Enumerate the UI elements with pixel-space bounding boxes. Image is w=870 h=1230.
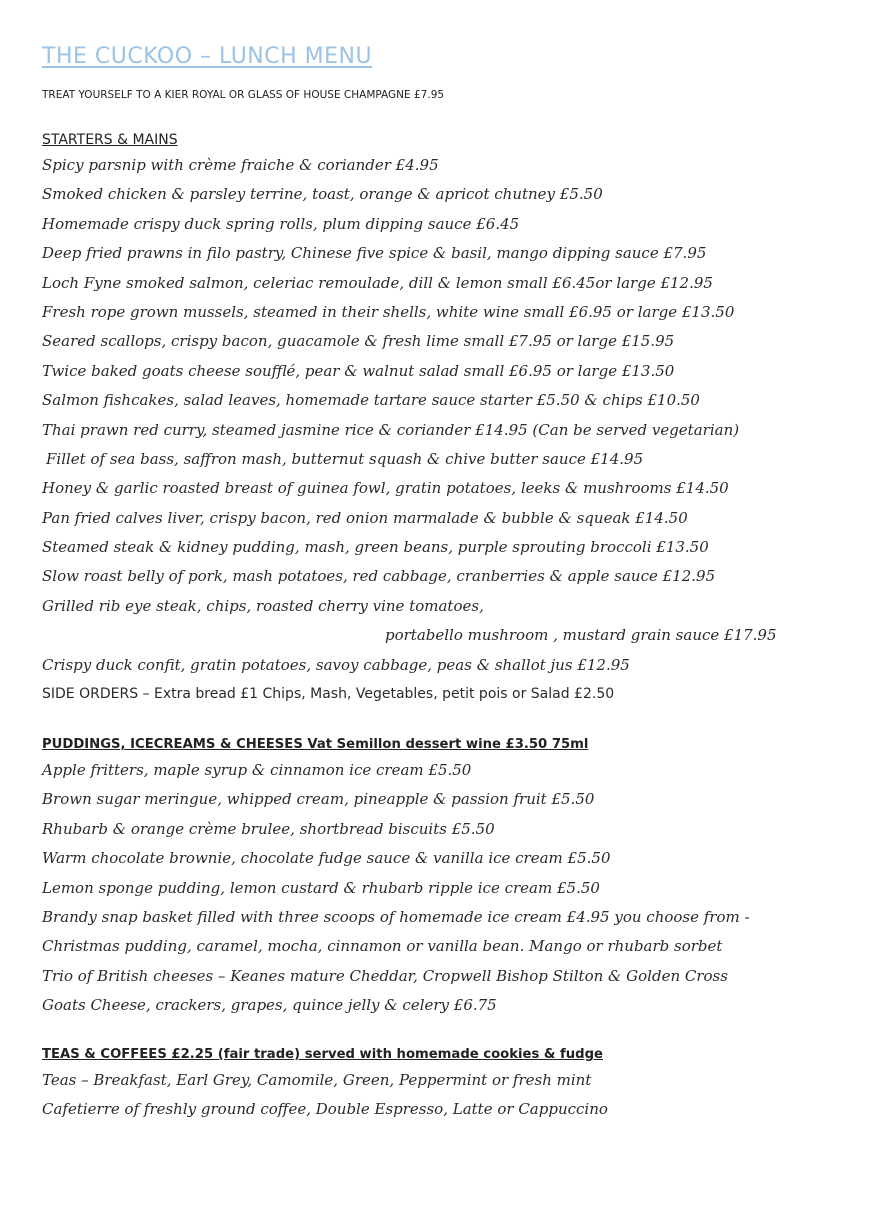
side-orders: SIDE ORDERS – Extra bread £1 Chips, Mash, Vegetables, petit pois or Salad £2.50 [42,686,615,703]
menu-item: Slow roast belly of pork, mash potatoes, red cabbage, cranberries & apple sauce £12.95 [42,567,716,586]
champagne-tagline: TREAT YOURSELF TO A KIER ROYAL OR GLASS OF HOUSE CHAMPAGNE £7.95 [42,89,445,101]
menu-item: Christmas pudding, caramel, mocha, cinnamon or vanilla bean. Mango or rhubarb sorbet [42,937,723,956]
menu-item: Salmon fishcakes, salad leaves, homemade tartare sauce starter £5.50 & chips £10.50 [42,391,700,410]
menu-item: Smoked chicken & parsley terrine, toast, orange & apricot chutney £5.50 [42,185,603,204]
menu-item: Pan fried calves liver, crispy bacon, red onion marmalade & bubble & squeak £14.50 [42,508,688,527]
page-title: THE CUCKOO – LUNCH MENU [42,44,373,69]
menu-item: Apple fritters, maple syrup & cinnamon ice cream £5.50 [42,761,472,779]
puddings-section [42,734,842,1021]
menu-item: Steamed steak & kidney pudding, mash, green beans, purple sprouting broccoli £13.50 [42,538,709,557]
starters-list [42,151,842,709]
menu-item: Spicy parsnip with crème fraiche & coriander £4.95 [42,156,439,174]
starters-mains-section [42,129,842,709]
menu-item: Deep fried prawns in filo pastry, Chinese five spice & basil, mango dipping sauce £7.95 [42,244,707,263]
menu-item: Thai prawn red curry, steamed jasmine rice & coriander £14.95 (Can be served vegetarian) [42,420,740,439]
menu-item: Fresh rope grown mussels, steamed in their shells, white wine small £6.95 or large £13.50 [42,302,735,321]
menu-item-continuation: portabello mushroom , mustard grain sauce £17.95 [385,626,777,645]
menu-item: Warm chocolate brownie, chocolate fudge sauce & vanilla ice cream £5.50 [42,849,611,868]
menu-item: Rhubarb & orange crème brulee, shortbread biscuits £5.50 [42,819,495,838]
menu-item: Brandy snap basket filled with three scoops of homemade ice cream £4.95 you choose from - [42,907,750,926]
menu-item: Seared scallops, crispy bacon, guacamole & fresh lime small £7.95 or large £15.95 [42,332,675,351]
teas-list [42,1066,842,1125]
puddings-list [42,756,842,1021]
menu-item: Brown sugar meringue, whipped cream, pineapple & passion fruit £5.50 [42,790,595,809]
section-heading-puddings: PUDDINGS, ICECREAMS & CHEESES Vat Semillon dessert wine £3.50 75ml [42,737,589,752]
menu-item: Crispy duck confit, gratin potatoes, savoy cabbage, peas & shallot jus £12.95 [42,655,630,674]
menu-item: Honey & garlic roasted breast of guinea fowl, gratin potatoes, leeks & mushrooms £14.50 [42,479,729,498]
menu-item: Grilled rib eye steak, chips, roasted cherry vine tomatoes, [42,596,484,615]
teas-coffees-section [42,1044,842,1125]
menu-item: Cafetierre of freshly ground coffee, Double Espresso, Latte or Cappuccino [42,1100,608,1119]
menu-item: Goats Cheese, crackers, grapes, quince jelly & celery £6.75 [42,996,497,1015]
menu-item: Trio of British cheeses – Keanes mature Cheddar, Cropwell Bishop Stilton & Golden Cross [42,966,728,985]
menu-item: Teas – Breakfast, Earl Grey, Camomile, Green, Peppermint or fresh mint [42,1071,592,1089]
section-heading-teas: TEAS & COFFEES £2.25 (fair trade) served with homemade cookies & fudge [42,1047,603,1062]
menu-item: Twice baked goats cheese soufflé, pear & walnut salad small £6.95 or large £13.50 [42,361,675,380]
menu-item: Lemon sponge pudding, lemon custard & rhubarb ripple ice cream £5.50 [42,878,600,897]
menu-item: Fillet of sea bass, saffron mash, butternut squash & chive butter sauce £14.95 [46,449,644,468]
section-heading-starters: STARTERS & MAINS [42,132,178,148]
menu-item: Loch Fyne smoked salmon, celeriac remoulade, dill & lemon small £6.45or large £12.95 [42,273,713,292]
menu-item: Homemade crispy duck spring rolls, plum dipping sauce £6.45 [42,214,520,233]
